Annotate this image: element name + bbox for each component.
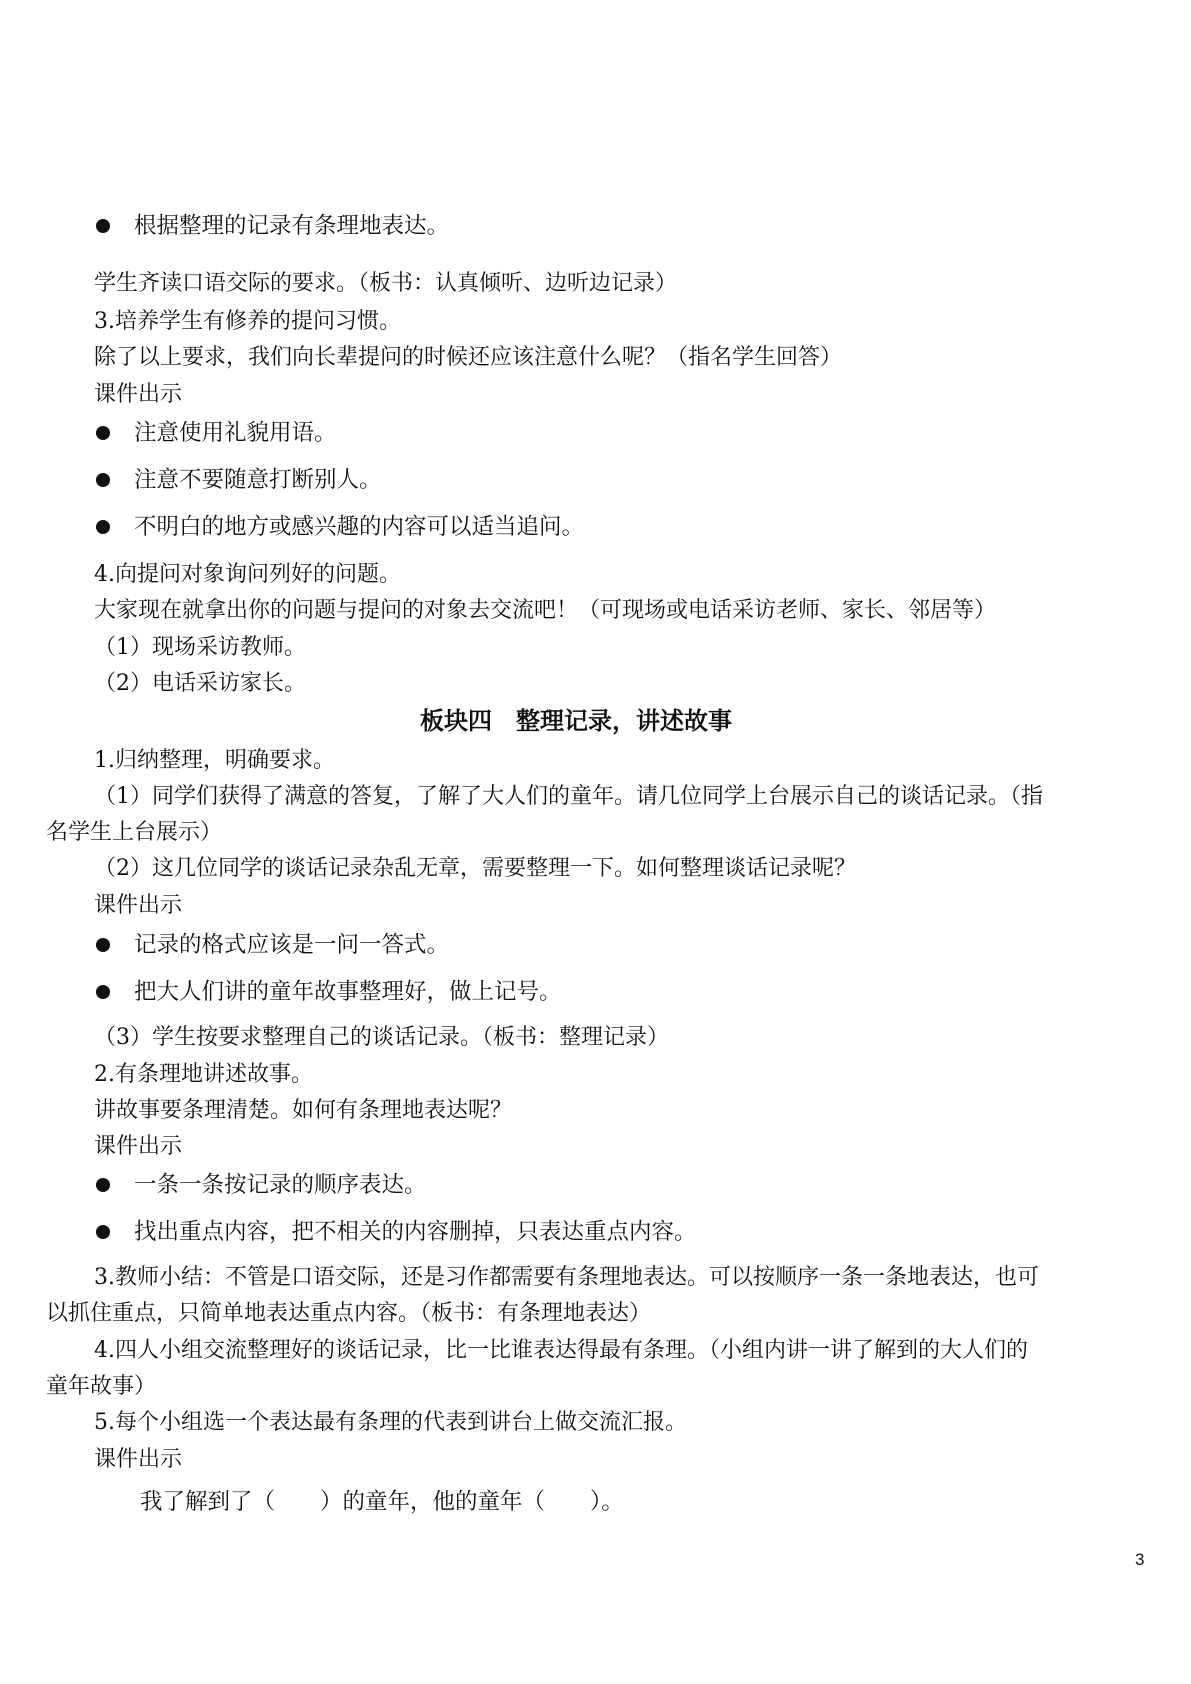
text-line: 4.四人小组交流整理好的谈话记录，比一比谁表达得最有条理。（小组内讲一讲了解到的大人们的: [94, 1338, 1028, 1363]
text-line: （2）电话采访家长。: [94, 671, 306, 696]
text-line: 大家现在就拿出你的问题与提问的对象去交流吧！（可现场或电话采访老师、家长、邻居等）: [94, 598, 997, 623]
bullet-text: 不明白的地方或感兴趣的内容可以适当追问。: [134, 514, 585, 540]
text-line: 4.向提问对象询问列好的问题。: [94, 562, 401, 587]
bullet-dot: [96, 520, 110, 534]
bullet-dot: [96, 985, 110, 999]
bullet-dot: [96, 219, 110, 233]
bullet-text: 把大人们讲的童年故事整理好，做上记号。: [134, 979, 562, 1005]
bullet-dot: [96, 426, 110, 440]
bullet-text: 注意不要随意打断别人。: [134, 467, 382, 493]
text-line: 童年故事）: [46, 1374, 157, 1399]
text-line: （1）现场采访教师。: [94, 635, 306, 660]
text-line: 5.每个小组选一个表达最有条理的代表到讲台上做交流汇报。: [94, 1410, 687, 1435]
bullet-text: 一条一条按记录的顺序表达。: [134, 1172, 427, 1198]
text-line: 2.有条理地讲述故事。: [94, 1062, 313, 1087]
bullet-text: 注意使用礼貌用语。: [134, 420, 337, 446]
text-line: 讲故事要条理清楚。如何有条理地表达呢？: [94, 1098, 513, 1123]
text-line: （1）同学们获得了满意的答复，了解了大人们的童年。请几位同学上台展示自己的谈话记录。（指: [94, 784, 1044, 809]
text-line: 以抓住重点，只简单地表达重点内容。（板书：有条理地表达）: [46, 1301, 652, 1326]
bullet-text: 记录的格式应该是一问一答式。: [134, 932, 450, 958]
page-number: 3: [1135, 1550, 1145, 1569]
text-line: 3.培养学生有修养的提问习惯。: [94, 309, 401, 334]
text-line: 课件出示: [94, 1447, 183, 1472]
bullet-dot: [96, 1225, 110, 1239]
text-line: 除了以上要求，我们向长辈提问的时候还应该注意什么呢？（指名学生回答）: [94, 345, 843, 370]
bullet-text: 根据整理的记录有条理地表达。: [134, 213, 450, 239]
text-line: 1.归纳整理，明确要求。: [94, 748, 335, 773]
sentence-frame: 我了解到了（ ）的童年，他的童年（ ）。: [140, 1489, 624, 1515]
text-line: 课件出示: [94, 382, 183, 407]
text-line: 名学生上台展示）: [46, 820, 223, 845]
text-line: 3.教师小结：不管是口语交际，还是习作都需要有条理地表达。可以按顺序一条一条地表达，也可: [94, 1265, 1039, 1290]
bullet-text: 找出重点内容，把不相关的内容删掉，只表达重点内容。: [134, 1219, 697, 1245]
text-line: 课件出示: [94, 1134, 183, 1159]
text-line: 学生齐读口语交际的要求。（板书：认真倾听、边听边记录）: [94, 271, 678, 296]
text-line: （2）这几位同学的谈话记录杂乱无章，需要整理一下。如何整理谈话记录呢？: [94, 856, 856, 881]
text-line: （3）学生按要求整理自己的谈话记录。（板书：整理记录）: [94, 1025, 669, 1050]
section-heading: 板块四 整理记录，讲述故事: [420, 707, 732, 735]
text-line: 课件出示: [94, 893, 183, 918]
bullet-dot: [96, 938, 110, 952]
bullet-dot: [96, 1178, 110, 1192]
bullet-dot: [96, 473, 110, 487]
